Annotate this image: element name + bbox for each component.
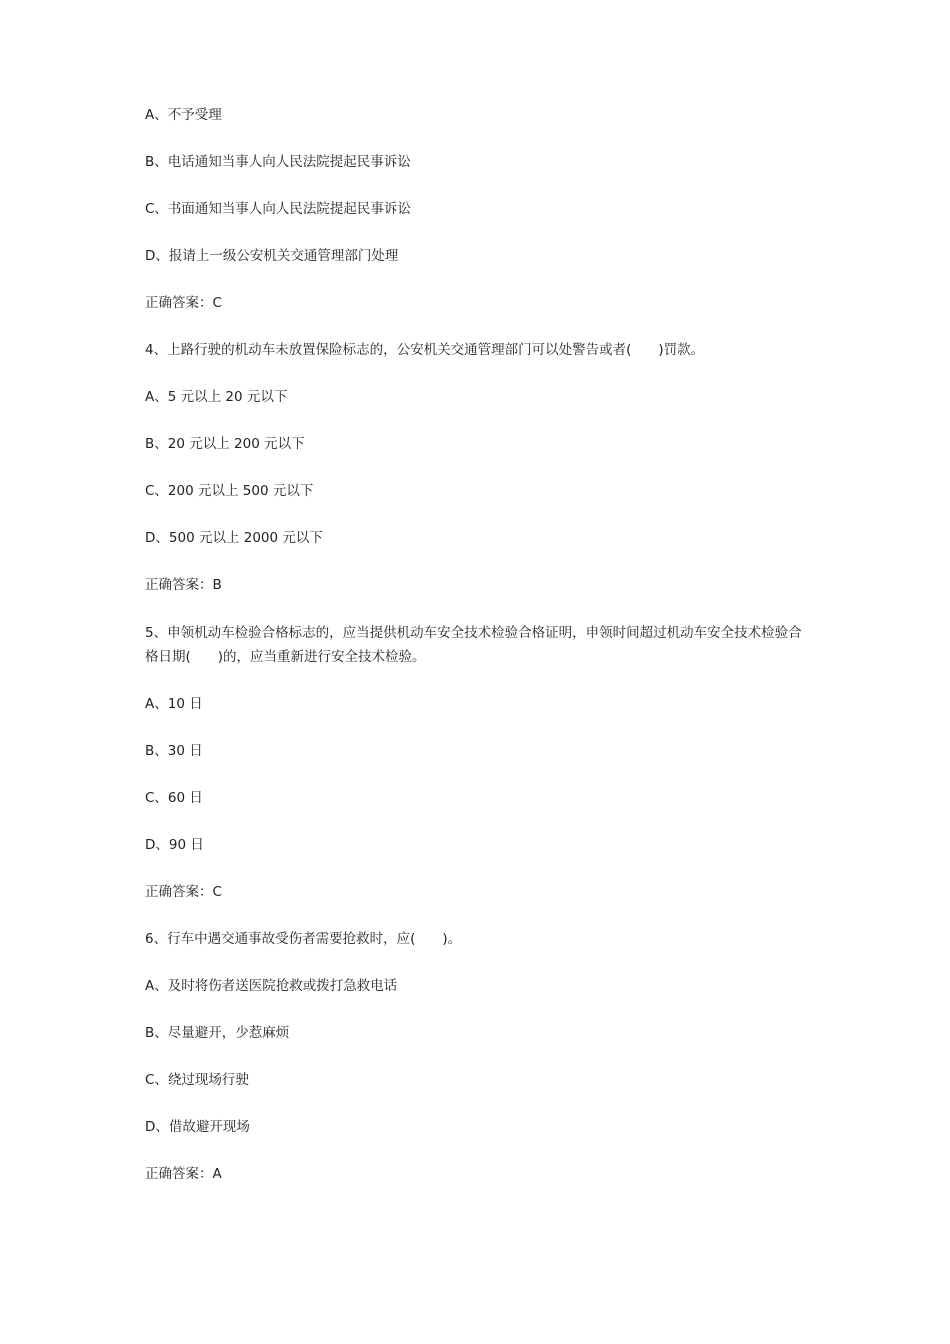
- q3-option-c: C、书面通知当事人向人民法院提起民事诉讼: [145, 201, 411, 217]
- q6-option-b: B、尽量避开，少惹麻烦: [145, 1025, 290, 1041]
- q3-option-b: B、电话通知当事人向人民法院提起民事诉讼: [145, 154, 411, 170]
- q5-question: 5、申领机动车检验合格标志的，应当提供机动车安全技术检验合格证明，申领时间超过机动车安全技术检验合格日期( )的，应当重新进行安全技术检验。: [145, 625, 802, 665]
- q5-answer: 正确答案：C: [145, 884, 222, 900]
- q4-option-c: C、200 元以上 500 元以下: [145, 483, 314, 499]
- q6-answer: 正确答案：A: [145, 1166, 222, 1182]
- q6-option-d: D、借故避开现场: [145, 1119, 250, 1135]
- q4-answer: 正确答案：B: [145, 577, 222, 593]
- q3-option-d: D、报请上一级公安机关交通管理部门处理: [145, 248, 399, 264]
- q3-option-a: A、不予受理: [145, 107, 222, 123]
- q5-option-a: A、10 日: [145, 696, 203, 712]
- q4-option-a: A、5 元以上 20 元以下: [145, 389, 288, 405]
- q3-answer: 正确答案：C: [145, 295, 222, 311]
- q5-option-c: C、60 日: [145, 790, 203, 806]
- q6-option-c: C、绕过现场行驶: [145, 1072, 249, 1088]
- q4-option-b: B、20 元以上 200 元以下: [145, 436, 305, 452]
- q6-question: 6、行车中遇交通事故受伤者需要抢救时，应( )。: [145, 931, 462, 947]
- q5-option-d: D、90 日: [145, 837, 204, 853]
- q4-option-d: D、500 元以上 2000 元以下: [145, 530, 323, 546]
- document-content: [145, 104, 815, 1210]
- q5-option-b: B、30 日: [145, 743, 203, 759]
- q4-question: 4、上路行驶的机动车未放置保险标志的，公安机关交通管理部门可以处警告或者( )罚款。: [145, 342, 705, 358]
- q6-option-a: A、及时将伤者送医院抢救或拨打急救电话: [145, 978, 398, 994]
